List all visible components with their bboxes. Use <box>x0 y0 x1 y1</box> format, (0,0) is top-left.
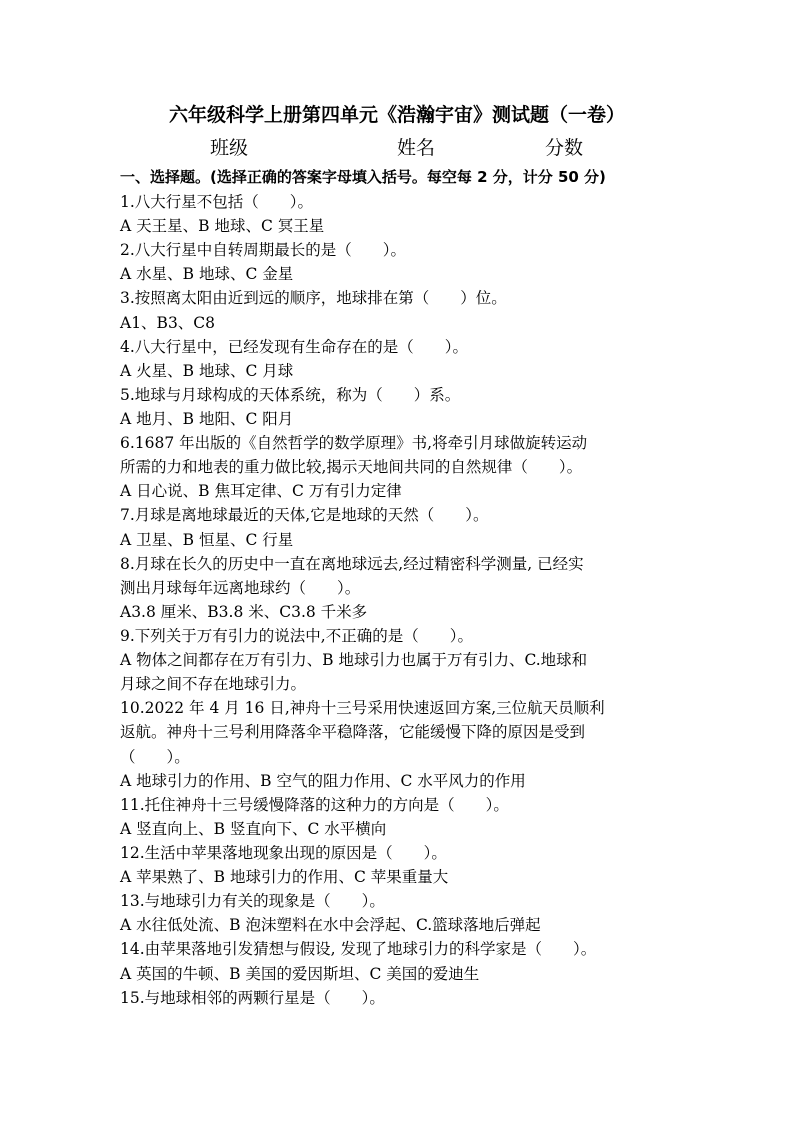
section-heading: 一、选择题。(选择正确的答案字母填入括号。每空每 2 分，计分 50 分) <box>120 168 606 186</box>
question-line: 11.托住神舟十三号缓慢降落的这种力的方向是（ ）。 <box>120 795 509 814</box>
question-line: A 竖直向上、B 竖直向下、C 水平横向 <box>120 819 387 838</box>
question-line: 14.由苹果落地引发猜想与假设, 发现了地球引力的科学家是（ ）。 <box>120 940 597 959</box>
question-line: 15.与地球相邻的两颗行星是（ ）。 <box>120 988 385 1007</box>
question-line: 13.与地球引力有关的现象是（ ）。 <box>120 892 385 911</box>
question-line: 返航。神舟十三号利用降落伞平稳降落，它能缓慢下降的原因是受到 <box>120 723 586 742</box>
question-line: 12.生活中苹果落地现象出现的原因是（ ）。 <box>120 843 447 862</box>
class-label: 班级 <box>210 137 249 159</box>
question-list <box>120 190 690 1010</box>
question-line: A 卫星、B 恒星、C 行星 <box>120 530 294 549</box>
question-line: 7.月球是离地球最近的天体,它是地球的天然（ ）。 <box>120 506 489 525</box>
question-line: A 地月、B 地阳、C 阳月 <box>120 409 294 428</box>
question-line: 6.1687 年出版的《自然哲学的数学原理》书,将牵引月球做旋转运动 <box>120 434 588 453</box>
question-line: 2.八大行星中自转周期最长的是（ ）。 <box>120 241 407 260</box>
question-line: 9.下列关于万有引力的说法中,不正确的是（ ）。 <box>120 626 473 645</box>
question-line: A 水星、B 地球、C 金星 <box>120 265 294 284</box>
question-line: 8.月球在长久的历史中一直在离地球远去,经过精密科学测量, 已经实 <box>120 554 584 573</box>
question-line: 所需的力和地表的重力做比较,揭示天地间共同的自然规律（ ）。 <box>120 458 583 477</box>
question-line: 3.按照离太阳由近到远的顺序，地球排在第（ ）位。 <box>120 289 507 308</box>
question-line: （ ）。 <box>120 747 190 766</box>
question-line: 4.八大行星中，已经发现有生命存在的是（ ）。 <box>120 337 469 356</box>
score-label: 分数 <box>545 137 584 159</box>
page-title: 六年级科学上册第四单元《浩瀚宇宙》测试题（一卷） <box>168 104 625 126</box>
question-line: A 英国的牛顿、B 美国的爱因斯坦、C 美国的爱迪生 <box>120 964 480 983</box>
question-line: A1、B3、C8 <box>120 313 216 332</box>
question-line: 1.八大行星不包括（ ）。 <box>120 193 314 211</box>
question-line: A3.8 厘米、B3.8 米、C3.8 千米多 <box>120 602 368 621</box>
question-line: A 苹果熟了、B 地球引力的作用、C 苹果重量大 <box>120 868 449 887</box>
question-line: 月球之间不存在地球引力。 <box>120 675 307 694</box>
question-line: A 水往低处流、B 泡沫塑料在水中会浮起、C.篮球落地后弹起 <box>120 916 541 935</box>
question-line: 测出月球每年远离地球约（ ）。 <box>120 578 361 597</box>
name-label: 姓名 <box>397 137 436 159</box>
question-line: 5.地球与月球构成的天体系统，称为（ ）系。 <box>120 385 461 404</box>
question-line: A 天王星、B 地球、C 冥王星 <box>120 217 325 236</box>
question-line: A 火星、B 地球、C 月球 <box>120 361 294 380</box>
question-line: A 日心说、B 焦耳定律、C 万有引力定律 <box>120 482 402 501</box>
question-line: A 地球引力的作用、B 空气的阻力作用、C 水平风力的作用 <box>120 771 526 790</box>
question-line: A 物体之间都存在万有引力、B 地球引力也属于万有引力、C.地球和 <box>120 651 588 670</box>
question-line: 10.2022 年 4 月 16 日,神舟十三号采用快速返回方案,三位航天员顺利 <box>120 699 605 718</box>
